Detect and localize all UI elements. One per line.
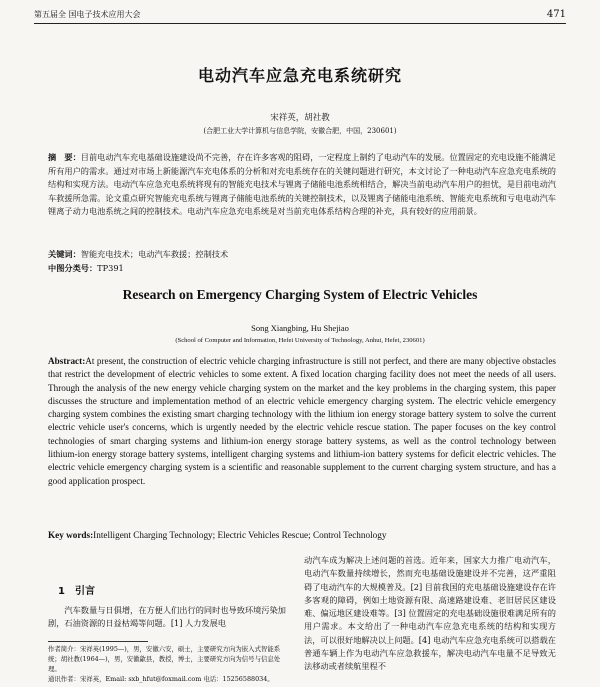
page-number: 471: [546, 8, 566, 20]
chinese-keywords-text: 智能充电技术；电动汽车救援；控制技术: [80, 249, 229, 259]
english-abstract: [48, 355, 556, 488]
footnote-correspondence: 通讯作者：宋祥英，Email: sxb_hfut@foxmail.com 电话：15256588034。: [48, 675, 274, 683]
english-title: Research on Emergency Charging System of Electric Vehicles: [122, 287, 478, 302]
header-rule: [34, 23, 566, 24]
journal-name: 第五届全 国电子技术应用大会: [34, 9, 141, 19]
english-abstract-label: Abstract:: [48, 356, 86, 366]
chinese-abstract-label: 摘 要：: [48, 152, 81, 162]
english-affiliation: (School of Computer and Information, Hefei University of Technology, Anhui, Hefei, 230601): [175, 337, 425, 344]
english-keywords-text: Intelligent Charging Technology; Electric Vehicles Rescue; Control Technology: [93, 530, 387, 540]
left-column: [48, 560, 286, 684]
footnotes: [48, 644, 286, 684]
chinese-abstract-text: 目前电动汽车充电基础设施建设尚不完善，存在许多客观的阻碍，一定程度上制约了电动汽车的发展。位置固定的充电设施不能满足所有用户的需求。通过对市场上新能源汽车充电体系的分析和对充电系统存在的关键问题进行研究，本文讨论了一种电动汽车应急充电系统的结构和实现方法。电动汽车应急充电系统将现有的智能充电技术与锂离子储能电池系统相结合，解决当前电动汽车用户的担忧，是目前电动汽车救援所急需。论文重点研究智能充电系统与锂离子储能电池系统的关键控制技术，以及锂离子储能电池系统、智能充电系统和亏电电动汽车锂离子动力电池系统之间的控制技术。电动汽车应急充电系统是对当前充电体系结构合理的补充，具有较好的应用前景。: [48, 152, 556, 217]
english-authors: Song Xiangbing, Hu Shejiao: [251, 323, 349, 333]
chinese-abstract: [48, 151, 556, 219]
page-header: [34, 6, 566, 22]
english-keywords: [48, 530, 556, 540]
chinese-keywords-label: 关键词：: [48, 249, 81, 259]
chinese-title: 电动汽车应急充电系统研究: [197, 66, 402, 85]
english-abstract-text: At present, the construction of electric vehicle charging infrastructure is still not perfect, and there are many objective obstacles that restrict the development of electric vehicles to some extent. A fixed location charging facility does not meet the needs of all users. Through the analysis of the new energy vehicle charging system on the market and the key problems in the charging system, this paper discusses the structure and implementation method of an electric vehicle emergency charging system. The electric vehicle emergency charging system combines the existing smart charging technology with the lithium ion energy storage battery system to solve the current electric vehicle user's concerns, which is urgently needed by the electric vehicle rescue station. The paper focuses on the key control technologies of smart charging systems and lithium-ion energy storage battery systems, as well as the control technology between lithium-ion energy storage battery systems, intelligent charging systems and lithium-ion battery systems for deficit electric vehicles. The electric vehicle emergency charging system is a scientific and reasonable supplement to the current charging system structure, and has a good application prospect.: [48, 356, 556, 486]
chinese-affiliation: (合肥工业大学计算机与信息学院，安徽合肥，中国，230601): [203, 127, 397, 135]
section-heading-introduction: 1 引言: [58, 586, 95, 597]
classification-number: [48, 263, 556, 274]
footnote-author-info: 作者简介：宋祥英(1995—)，男，安徽六安，硕士，主要研究方向为嵌入式智能系统；胡社教(1964—)，男，安徽歙县，教授，博士，主要研究方向为信号与信息处理。: [48, 645, 281, 673]
right-column-text: 动汽车成为解决上述问题的首选。近年来，国家大力推广电动汽车，电动汽车数量持续增长，然而充电基础设施建设并不完善，这严重阻碍了电动汽车的大规模普及。[2] 目前我国的充电基础设施建设存在许多客观的障碍，例如土地资源有限、高速路建设难、老旧居民区建设难、偏远地区建设难等。[3] 位置固定的充电基础设施很难满足所有的用户需求。本文给出了一种电动汽车应急充电系统的结构和实现方法，可以很好地解决以上问题。[4] 电动汽车应急充电系统可以搭载在普通车辆上作为电动汽车应急救援车，解决电动汽车电量不足导致无法移动或者续航里程不: [304, 555, 556, 672]
chinese-authors: 宋祥英，胡社教: [270, 113, 330, 123]
chinese-keywords: [48, 249, 556, 260]
classification-label: 中图分类号：: [48, 263, 98, 273]
classification-value: TP391: [97, 263, 124, 273]
english-keywords-label: Key words:: [48, 530, 94, 540]
introduction-text: 汽车数量与日俱增，在方便人们出行的同时也导致环境污染加剧，石油资源的日益枯竭等问题。[1] 人力发展电: [48, 605, 286, 628]
footnote-rule: [48, 641, 148, 642]
